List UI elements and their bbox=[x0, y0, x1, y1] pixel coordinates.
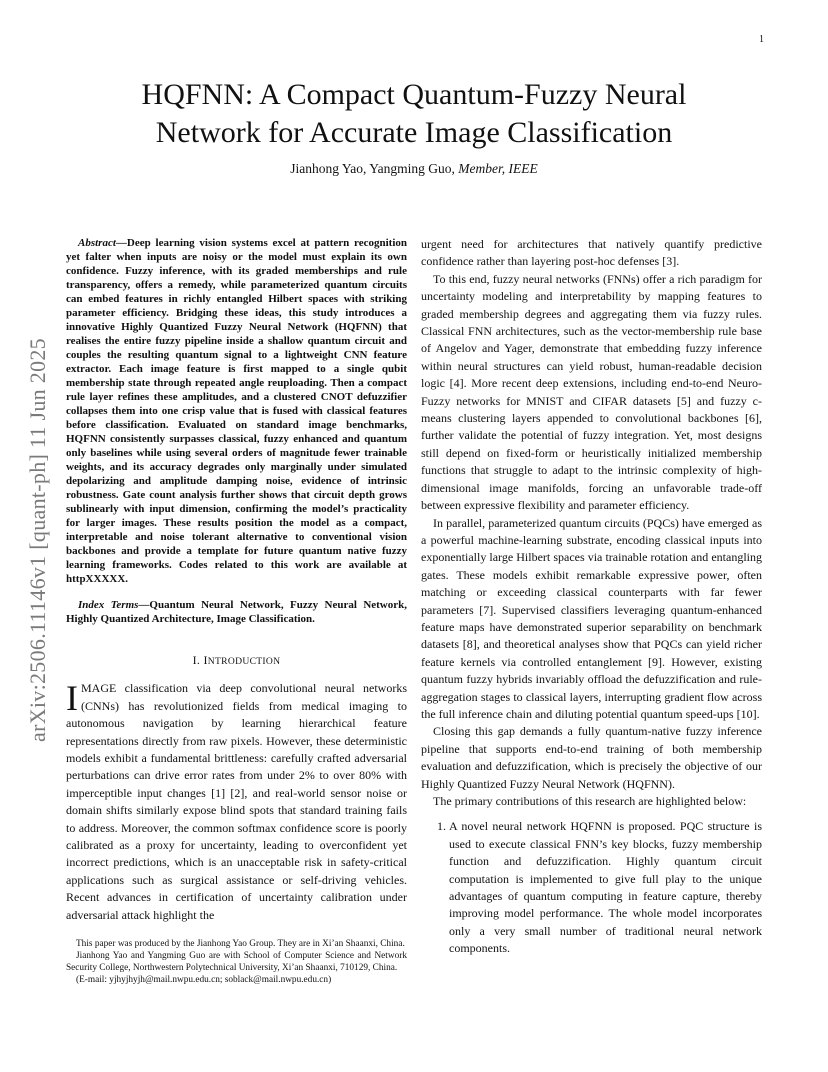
index-terms-text: —Quantum Neural Network, Fuzzy Neural Network, Highly Quantized Architecture, Image Classification. bbox=[66, 599, 407, 625]
intro-paragraph-2: To this end, fuzzy neural networks (FNNs) offer a rich paradigm for uncertainty modeling and interpretability by mapping features to graded membership degrees and aggregating them via fuzzy rules. Classical FNN architectures, such as the vector-membership rule base of Angelov and Yager, demonstrate that embedding fuzzy inference within neural structures can yield robust, human-readable decision logic [4]. More recent deep extensions, including end-to-end Neuro-Fuzzy networks for MNIST and CIFAR datasets [5] and fuzzy c-means clustering layers appended to convolutional backbones [6], further validate the potential of fuzzy integration. Yet, most designs still depend on fixed-form or heuristically initialized membership functions that struggle to adapt to the intrinsic complexity of high-dimensional image manifolds, forcing an unfavorable trade-off between expressive flexibility and parameter efficiency. bbox=[421, 271, 762, 513]
index-terms bbox=[66, 598, 407, 626]
intro-paragraph-1-continued: urgent need for architectures that natively quantify predictive confidence rather than layering post-hoc defenses [3]. bbox=[421, 237, 762, 269]
author-membership: Member, IEEE bbox=[458, 161, 538, 176]
arxiv-identifier: arXiv:2506.11146v1 [quant-ph] 11 Jun 2025 bbox=[25, 338, 50, 742]
page-number: 1 bbox=[759, 34, 764, 45]
intro-paragraph-3: In parallel, parameterized quantum circuits (PQCs) have emerged as a powerful machine-learning substrate, encoding classical inputs into exponentially large Hilbert spaces via trainable rotation and entangling gates. These models exhibit remarkable expressive power, often matching or exceeding classical counterparts with far fewer parameters [7]. Supervised classifiers leveraging quantum-enhanced feature maps have demonstrated superior separability on benchmark datasets [8], and theoretical analyses show that PQCs can yield richer feature kernels via controlled entanglement [9]. However, existing quantum fuzzy hybrids invariably offload the defuzzification and rule-aggregation stages to classical layers, interrupting gradient flow across the full inference chain and diluting potential quantum speed-ups [10]. bbox=[421, 515, 762, 721]
index-terms-label: Index Terms bbox=[78, 599, 139, 611]
left-column bbox=[66, 236, 407, 924]
section-heading-numeral: I. I bbox=[192, 653, 208, 667]
title-line-2: Network for Accurate Image Classification bbox=[155, 116, 673, 149]
author-names: Jianhong Yao, Yangming Guo, bbox=[290, 161, 459, 176]
section-heading-rest: NTRODUCTION bbox=[207, 656, 281, 667]
right-column bbox=[421, 236, 762, 958]
arxiv-watermark bbox=[24, 290, 52, 790]
intro-paragraph-5: The primary contributions of this research are highlighted below: bbox=[433, 794, 747, 808]
abstract-label: Abstract bbox=[78, 237, 116, 249]
abstract-text: —Deep learning vision systems excel at pattern recognition yet falter when inputs are noisy or the model must explain its own confidence. Fuzzy inference, with its graded memberships and rule transparency, offers a remedy, while parameterized quantum circuits can embed features in richly entangled Hilbert spaces with striking parameter efficiency. Bridging these ideas, this study introduces a innovative Highly Quantized Fuzzy Neural Network (HQFNN) that realises the entire fuzzy pipeline inside a shallow quantum circuit and couples the resulting quantum signal to a lightweight CNN feature extractor. Each image feature is first mapped to a single qubit membership state through repeated angle reuploading. Then a compact rule layer refines these amplitudes, and a clustered CNOT defuzzifier collapses them into one crisp value that is fused with classical features before classification. Evaluated on standard image benchmarks, HQFNN consistently surpasses classical, fuzzy enhanced and quantum only baselines while using several orders of magnitude fewer trainable weights, and its accuracy degrades only marginally under simulated depolarizing and amplitude damping noise, evidence of intrinsic robustness. Gate count analysis further shows that circuit depth grows sublinearly with input dimension, confirming the model’s practicality for larger images. These results position the model as a compact, interpretable and noise tolerant alternative to conventional vision backbones and provide a template for future quantum native fuzzy learning frameworks. Codes related to this work are available at httpXXXXX. bbox=[66, 237, 407, 585]
abstract bbox=[66, 236, 407, 586]
drop-cap: I bbox=[66, 678, 78, 719]
intro-paragraph-1 bbox=[66, 680, 407, 924]
paper-title bbox=[0, 76, 828, 152]
footnote bbox=[66, 938, 407, 986]
footnote-line-1: This paper was produced by the Jianhong Yao Group. They are in Xi’an Shaanxi, China. bbox=[76, 939, 405, 949]
list-item: 1. A novel neural network HQFNN is proposed. PQC structure is used to execute classical FNN’s key blocks, fuzzy membership function and defuzzification. Highly quantum circuit computation is implemented to give full play to the unique advantages of quantum computing in feature capture, thereby improving model performance. The whole model incorporates only a very small number of traditional neural network components. bbox=[449, 818, 762, 957]
footnote-line-3: (E-mail: yjhyjhyjh@mail.nwpu.edu.cn; soblack@mail.nwpu.edu.cn) bbox=[76, 975, 332, 985]
author-line bbox=[0, 161, 828, 177]
section-heading-introduction bbox=[66, 652, 407, 670]
intro-paragraph-1-text: MAGE classification via deep convolutional neural networks (CNNs) has revolutionized fields from medical imaging to autonomous navigation by learning hierarchical feature representations directly from raw pixels. However, these deterministic models exhibit a fundamental brittleness: carefully crafted adversarial perturbations can drive error rates from under 2% to over 80% with imperceptible input changes [1] [2], and real-world sensor noise or domain shifts similarly expose blind spots that standard training fails to address. Moreover, the common softmax confidence score is poorly calibrated as a proxy for uncertainty, leading to overconfident yet incorrect predictions, which is an unacceptable risk in safety-critical applications such as surgical assistance or self-driving vehicles. Recent advances in certification of uncertainty calibration under adversarial attack highlight the bbox=[66, 681, 407, 922]
footnote-line-2: Jianhong Yao and Yangming Guo are with School of Computer Science and Network Security College, Northwestern Polytechnical University, Xi’an Shaanxi, 710129, China. bbox=[66, 951, 407, 973]
intro-paragraph-4: Closing this gap demands a fully quantum-native fuzzy inference pipeline that supports end-to-end training of both membership evaluation and defuzzification, which is precisely the objective of our Highly Quantized Fuzzy Neural Network (HQFNN). bbox=[421, 724, 762, 791]
title-line-1: HQFNN: A Compact Quantum-Fuzzy Neural bbox=[141, 78, 687, 111]
contributions-list bbox=[421, 818, 762, 957]
